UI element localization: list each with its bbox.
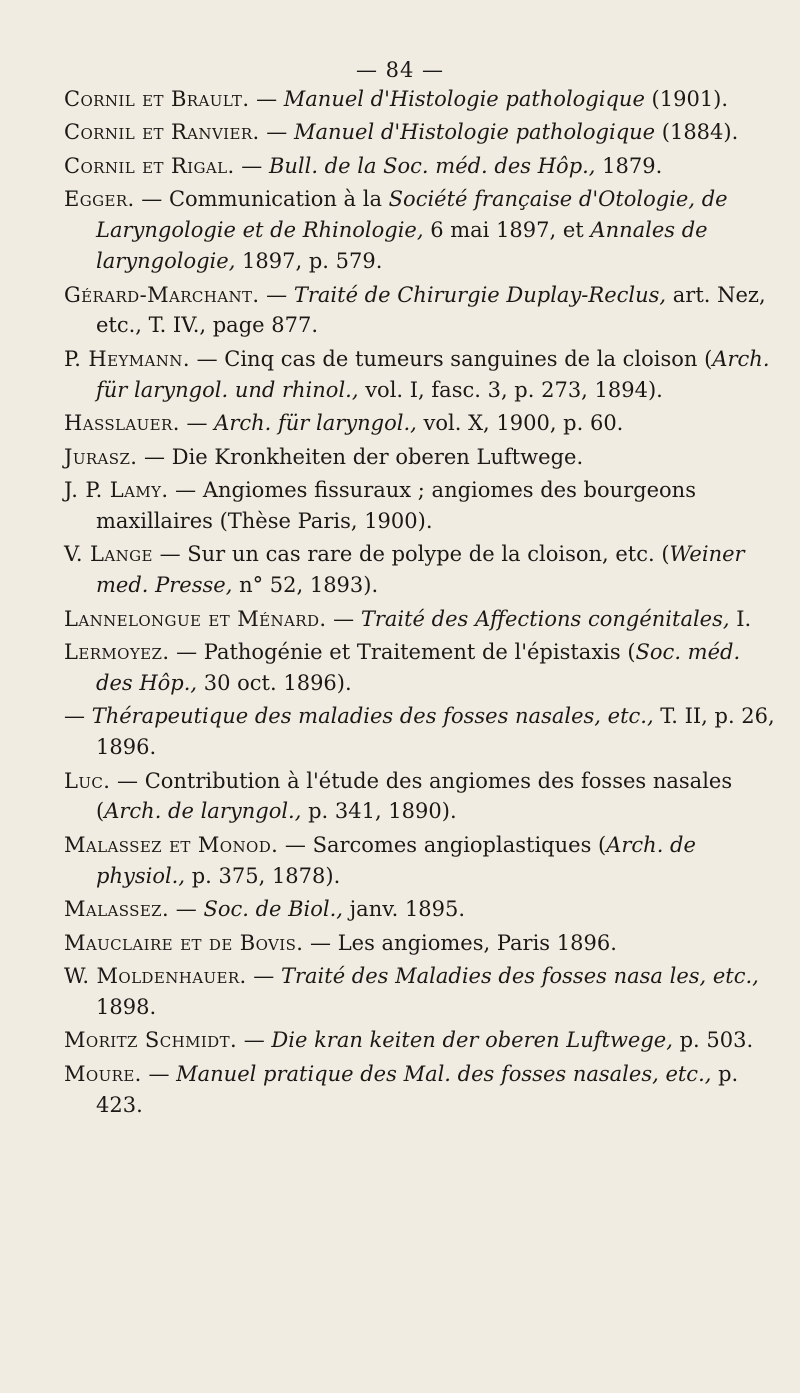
reference-text: — — [246, 964, 281, 989]
reference-title: Soc. de Biol., — [203, 897, 343, 922]
reference-title: Bull. de la Soc. méd. des Hôp., — [268, 153, 596, 178]
reference-title: Weiner med. Presse, — [96, 542, 745, 598]
reference-text: — — [249, 87, 284, 111]
reference-author: J. P. Lamy. — [64, 478, 169, 503]
reference-text: 30 oct. 1896). — [197, 670, 352, 695]
reference-author: W. Moldenhauer. — [64, 964, 247, 989]
reference-entry — [64, 604, 776, 635]
reference-entry — [64, 701, 776, 763]
reference-text: 1879. — [595, 153, 663, 178]
reference-title: Arch. für laryngol. und rhinol., — [96, 346, 770, 402]
reference-entry — [64, 151, 776, 182]
reference-entry — [64, 475, 776, 537]
reference-entry — [64, 442, 776, 473]
page-number: — 84 — — [355, 58, 445, 82]
reference-title: Manuel pratique des Mal. des fosses nasales, etc., — [176, 1061, 712, 1086]
reference-text: 1897, p. 579. — [235, 249, 383, 274]
reference-author: Hasslauer. — [64, 411, 180, 436]
reference-text: — Die Kronkheiten der oberen Luftwege. — [137, 444, 584, 469]
reference-author: Cornil et Brault. — [64, 87, 250, 111]
reference-author: Moure. — [64, 1061, 142, 1086]
reference-entry — [64, 84, 776, 115]
reference-author: Cornil et Rigal. — [64, 153, 235, 178]
reference-text: — Les angiomes, Paris 1896. — [303, 930, 617, 955]
reference-text: T. II, p. 26, 1896. — [96, 704, 775, 760]
reference-author: Mauclaire et de Bovis. — [64, 930, 304, 955]
reference-author: V. Lange — [64, 542, 153, 567]
reference-entry — [64, 894, 776, 925]
reference-title: Soc. méd. des Hôp., — [96, 640, 741, 695]
reference-title: Société française d'Otologie, de Laryngologie et de Rhinologie, — [96, 187, 728, 243]
reference-text: — — [326, 606, 361, 631]
reference-text: — Sur un cas rare de polype de la cloison, etc. ( — [152, 542, 670, 567]
reference-title: Traité des Maladies des fosses nasa les, etc., — [280, 964, 759, 989]
reference-text: art. Nez, etc., T. IV., page 877. — [96, 282, 766, 338]
reference-text: — — [169, 897, 204, 922]
reference-title: Traité de Chirurgie Duplay-Reclus, — [293, 282, 667, 307]
reference-title: Arch. de physiol., — [96, 832, 696, 888]
reference-entry — [64, 184, 776, 276]
reference-text: — Sarcomes angioplastiques ( — [278, 832, 607, 857]
reference-text: — Angiomes fissuraux ; angiomes des bourgeons maxillaires (Thèse Paris, 1900). — [96, 478, 696, 533]
reference-entry — [64, 344, 776, 406]
reference-title: Manuel d'Histologie pathologique — [293, 120, 656, 145]
reference-text: — — [259, 120, 294, 145]
reference-text: — — [234, 153, 269, 178]
reference-entry — [64, 961, 776, 1023]
reference-text: 6 mai 1897, et — [423, 218, 591, 243]
reference-entry — [64, 1025, 776, 1056]
reference-title: Manuel d'Histologie pathologique — [283, 87, 645, 111]
reference-author: Malassez et Monod. — [64, 832, 279, 857]
reference-title: Arch. de laryngol., — [104, 799, 302, 824]
reference-text: (1884). — [655, 120, 739, 145]
reference-entry — [64, 766, 776, 828]
reference-text: — — [259, 282, 294, 307]
reference-text: — — [141, 1061, 177, 1086]
reference-text: — Contribution à l'étude des angiomes des fosses nasales ( — [96, 768, 733, 824]
reference-author: Jurasz. — [64, 444, 138, 469]
reference-entry — [64, 928, 776, 959]
reference-text: janv. 1895. — [342, 897, 466, 922]
reference-text: p. 375, 1878). — [185, 863, 341, 888]
reference-title: Traité des Affections congénitales, — [360, 606, 730, 631]
reference-text: — Cinq cas de tumeurs sanguines de la cloison ( — [189, 346, 713, 371]
reference-author: Cornil et Ranvier. — [64, 120, 260, 145]
reference-text: (1901). — [644, 87, 729, 111]
reference-entry — [64, 117, 776, 148]
reference-author: Moritz Schmidt. — [64, 1028, 238, 1053]
reference-text: vol. I, fasc. 3, p. 273, 1894). — [358, 377, 663, 402]
reference-title: Annales de laryngologie, — [96, 218, 708, 274]
reference-entry — [64, 408, 776, 439]
reference-title: Arch. für laryngol., — [214, 411, 417, 436]
reference-entry — [64, 1059, 776, 1121]
reference-author: P. Heymann. — [64, 346, 190, 371]
reference-author: Gérard-Marchant. — [64, 282, 260, 307]
reference-text: 1898. — [96, 995, 157, 1019]
reference-text: p. 341, 1890). — [301, 799, 457, 824]
reference-entry — [64, 637, 776, 699]
reference-author: Malassez. — [64, 897, 170, 922]
reference-text: — — [237, 1028, 272, 1053]
reference-text: — — [64, 704, 92, 729]
reference-text: I. — [729, 606, 752, 631]
reference-title: Die kran keiten der oberen Luftwege, — [271, 1028, 673, 1053]
reference-author: Lannelongue et Ménard. — [64, 606, 327, 631]
reference-text: p. 503. — [672, 1028, 754, 1053]
reference-text: — Pathogénie et Traitement de l'épistaxis ( — [169, 640, 636, 665]
reference-text: — — [179, 411, 215, 436]
reference-text: n° 52, 1893). — [232, 573, 379, 598]
reference-entry — [64, 280, 776, 342]
reference-author: Luc. — [64, 768, 111, 793]
reference-entry — [64, 830, 776, 892]
reference-list — [64, 84, 776, 1123]
reference-text: p. 423. — [96, 1061, 739, 1117]
reference-text: — Communication à la — [134, 187, 389, 212]
reference-author: Egger. — [64, 187, 135, 212]
reference-title: Thérapeutique des maladies des fosses nasales, etc., — [91, 704, 654, 729]
reference-author: Lermoyez. — [64, 640, 170, 665]
reference-text: vol. X, 1900, p. 60. — [416, 411, 624, 436]
reference-entry — [64, 539, 776, 601]
